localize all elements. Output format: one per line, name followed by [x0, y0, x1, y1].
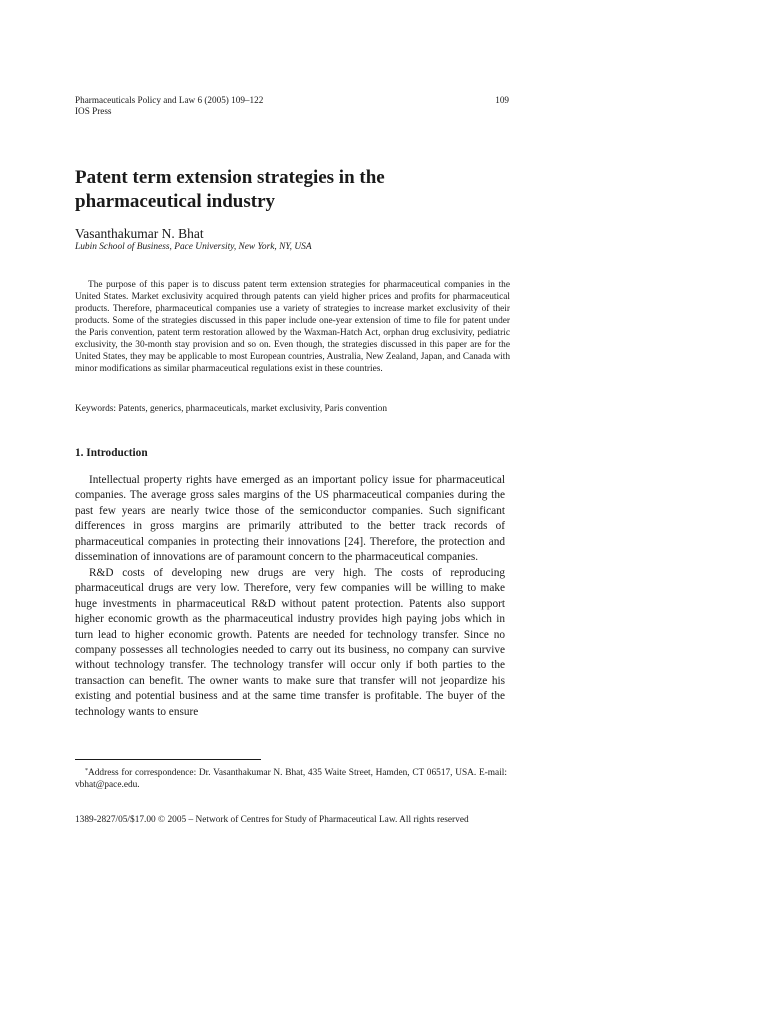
abstract: The purpose of this paper is to discuss patent term extension strategies for pharmaceutical companies in the United States. Market exclusivity acquired through patents can yield higher prices and profits for pharmaceutical products. Therefore, pharmaceutical companies use a variety of strategies to increase market exclusivity of their products. Some of the strategies discussed in this paper include one-year extension of time to file for patent under the Paris convention, patent term restoration allowed by the Waxman-Hatch Act, orphan drug exclusivity, pediatric exclusivity, the 30-month stay provision and so on. Even though, the strategies discussed in this paper are for the United States, they may be applicable to most European countries, Australia, New Zealand, Japan, and Canada with minor modifications as similar pharmaceutical regulations exist in these countries.	[75, 280, 510, 375]
section-body	[75, 473, 505, 720]
running-header	[75, 95, 509, 117]
publisher-name: IOS Press	[75, 106, 112, 116]
section-heading: 1. Introduction	[75, 447, 148, 459]
page-number: 109	[495, 95, 509, 105]
footnote-divider	[75, 759, 261, 760]
body-paragraph: R&D costs of developing new drugs are very high. The costs of reproducing pharmaceutical drugs are very low. Therefore, very few companies will be willing to make huge investments in pharmaceutical R&D without patent protection. Patents also support higher economic growth as the pharmaceutical industry provides high paying jobs which in turn lead to higher economic growth. Patents are needed for technology transfer. Since no company possesses all technologies needed to carry out its business, no company can survive without technology transfer. The technology transfer will occur only if both parties to the transaction can benefit. The owner wants to make sure that transfer will not jeopardize his existing and potential business and at the same time transfer is profitable. The buyer of the technology wants to ensure	[75, 566, 505, 718]
keywords: Keywords: Patents, generics, pharmaceuticals, market exclusivity, Paris convention	[75, 404, 388, 414]
footnote	[75, 765, 507, 792]
author-affiliation: Lubin School of Business, Pace University, New York, NY, USA	[75, 242, 312, 252]
body-paragraph: Intellectual property rights have emerged as an important policy issue for pharmaceutical companies. The average gross sales margins of the US pharmaceutical companies during the past few years are nearly twice those of the semiconductor companies. Such significant differences in gross margins are primarily attributed to the better track records of pharmaceutical companies in protecting their innovations [24]. Therefore, the protection and dissemination of innovations are of paramount concern to the pharmaceutical companies.	[75, 474, 505, 564]
journal-citation: Pharmaceuticals Policy and Law 6 (2005) 109–122	[75, 95, 264, 105]
article-title: Patent term extension strategies in the pharmaceutical industry	[75, 167, 385, 212]
footnote-text: Address for correspondence: Dr. Vasanthakumar N. Bhat, 435 Waite Street, Hamden, CT 06517, USA. E-mail: vbhat@pace.edu.	[75, 768, 507, 791]
footnote-marker: *	[85, 768, 88, 774]
author-name: Vasanthakumar N. Bhat	[75, 226, 204, 241]
copyright-line: 1389-2827/05/$17.00 © 2005 – Network of Centres for Study of Pharmaceutical Law. All rights reserved	[75, 815, 469, 825]
